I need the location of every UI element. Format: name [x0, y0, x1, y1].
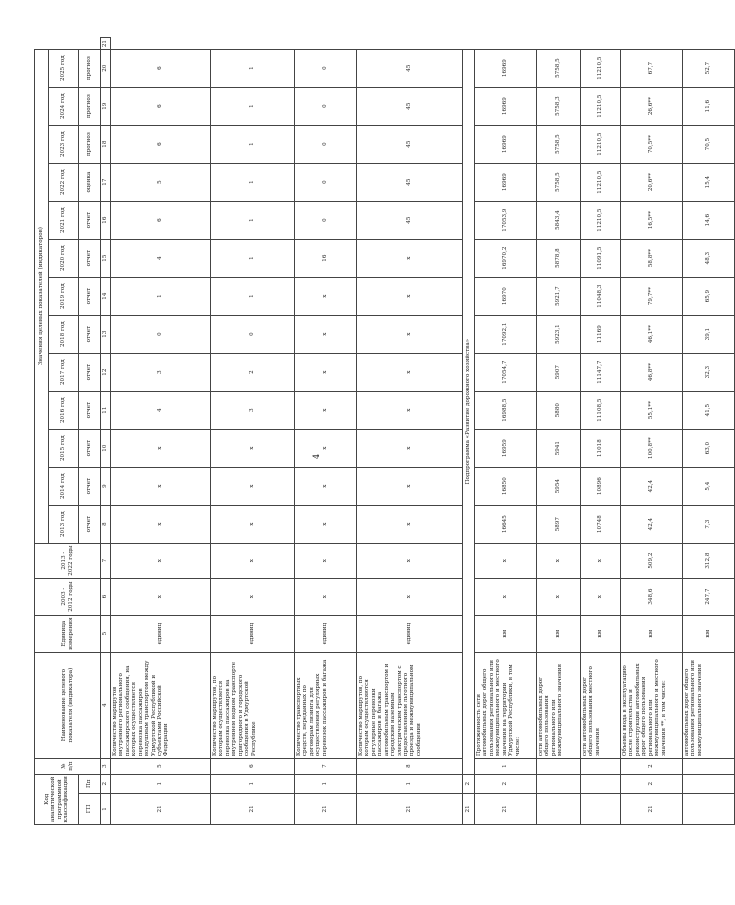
- row-value: 67,7: [621, 49, 683, 87]
- row-value: 16970,2: [475, 239, 537, 277]
- year-header: 2016 год: [49, 391, 79, 429]
- row-value: 63,0: [683, 429, 735, 467]
- row-value: x: [357, 353, 463, 391]
- row-value: 16969: [475, 49, 537, 87]
- status-header: отчет: [79, 353, 101, 391]
- year-header: 2014 год: [49, 467, 79, 505]
- row-num: 2: [621, 758, 683, 774]
- table-row: [621, 38, 683, 825]
- row-value: 45: [357, 163, 463, 201]
- row-2003-2012: x: [475, 578, 537, 615]
- row-value: 10748: [581, 505, 621, 543]
- header-gp: ГП: [79, 793, 101, 824]
- year-header: 2023 год: [49, 125, 79, 163]
- row-gp: 21: [111, 793, 211, 824]
- row-2013-2022: x: [537, 543, 581, 578]
- row-value: 42,4: [621, 505, 683, 543]
- row-value: 11048,3: [581, 277, 621, 315]
- header-2003-2012: 2003 - 2012 годы: [35, 578, 101, 615]
- row-unit: км: [621, 615, 683, 652]
- row-2013-2022: x: [581, 543, 621, 578]
- row-value: 6: [111, 87, 211, 125]
- row-2003-2012: x: [211, 578, 295, 615]
- column-index: 12: [101, 353, 111, 391]
- row-2003-2012: x: [357, 578, 463, 615]
- row-value: 11091,5: [581, 239, 621, 277]
- year-header: 2024 год: [49, 87, 79, 125]
- row-value: 11108,5: [581, 391, 621, 429]
- status-header: отчет: [79, 505, 101, 543]
- row-value: 10896: [581, 467, 621, 505]
- column-index: 14: [101, 277, 111, 315]
- column-index: 5: [101, 615, 111, 652]
- row-value: 5: [111, 163, 211, 201]
- row-2003-2012: x: [111, 578, 211, 615]
- row-value: 16970: [475, 277, 537, 315]
- column-index: 19: [101, 87, 111, 125]
- row-value: 0: [295, 125, 357, 163]
- header-2013-2022: 2013 - 2022 годы: [35, 543, 101, 578]
- row-value: 20,6**: [621, 163, 683, 201]
- header-pp: Пп: [79, 774, 101, 793]
- row-num: 7: [295, 758, 357, 774]
- status-header: отчет: [79, 201, 101, 239]
- row-value: 16: [295, 239, 357, 277]
- row-value: 45: [357, 87, 463, 125]
- row-value: x: [357, 391, 463, 429]
- row-gp: [537, 793, 581, 824]
- column-index: 2: [101, 774, 111, 793]
- column-index: 11: [101, 391, 111, 429]
- header-unit: Единица измерения: [35, 615, 101, 652]
- status-header: отчет: [79, 277, 101, 315]
- row-num: 1: [475, 758, 537, 774]
- status-header: отчет: [79, 315, 101, 353]
- row-value: 11210,5: [581, 201, 621, 239]
- year-header: 2017 год: [49, 353, 79, 391]
- row-value: 3: [211, 391, 295, 429]
- row-2013-2022: 312,8: [683, 543, 735, 578]
- row-2003-2012: x: [581, 578, 621, 615]
- row-pp: [683, 774, 735, 793]
- row-value: 16988,5: [475, 391, 537, 429]
- row-value: 11210,5: [581, 163, 621, 201]
- row-pp: [537, 774, 581, 793]
- row-num: 5: [111, 758, 211, 774]
- row-value: 16959: [475, 429, 537, 467]
- row-value: 70,5**: [621, 125, 683, 163]
- status-header: прогноз: [79, 49, 101, 87]
- status-header: отчет: [79, 391, 101, 429]
- row-2003-2012: x: [537, 578, 581, 615]
- row-value: x: [357, 315, 463, 353]
- column-index: 20: [101, 49, 111, 87]
- row-pp: 1: [211, 774, 295, 793]
- indicators-table: [34, 38, 735, 826]
- table-row: [581, 38, 621, 825]
- row-value: 5843,4: [537, 201, 581, 239]
- row-value: 45: [357, 125, 463, 163]
- row-value: 11147,7: [581, 353, 621, 391]
- row-pp: 2: [621, 774, 683, 793]
- row-value: 1: [211, 201, 295, 239]
- column-index: 6: [101, 578, 111, 615]
- row-value: x: [295, 391, 357, 429]
- row-value: x: [357, 277, 463, 315]
- row-name: Объемы ввода в эксплуатацию после строительства и реконструкции автомобильных дорог общего пользования регионального или межмуниципального и местного значения **, в том числе:: [621, 652, 683, 758]
- row-value: x: [295, 505, 357, 543]
- row-value: 1: [211, 87, 295, 125]
- row-value: 0: [111, 315, 211, 353]
- row-value: 1: [211, 277, 295, 315]
- row-value: 5921,7: [537, 277, 581, 315]
- row-value: 11210,5: [581, 87, 621, 125]
- row-2013-2022: x: [357, 543, 463, 578]
- status-header: отчет: [79, 239, 101, 277]
- table-row: [475, 38, 537, 825]
- row-value: 5954: [537, 467, 581, 505]
- row-value: 45: [357, 201, 463, 239]
- row-unit: единиц: [295, 615, 357, 652]
- row-gp: 21: [475, 793, 537, 824]
- row-value: 1: [111, 277, 211, 315]
- section-title: Подпрограмма «Развитие дорожного хозяйства»: [463, 49, 475, 774]
- column-index: 9: [101, 467, 111, 505]
- table-row: [211, 38, 295, 825]
- row-value: 5907: [537, 353, 581, 391]
- header-code-group: Код аналитической программной классификации: [35, 774, 79, 824]
- row-value: 17053,9: [475, 201, 537, 239]
- table-row: [683, 38, 735, 825]
- row-value: x: [357, 429, 463, 467]
- row-gp: 21: [621, 793, 683, 824]
- row-value: 0: [211, 315, 295, 353]
- year-header: 2018 год: [49, 315, 79, 353]
- row-value: 11210,5: [581, 49, 621, 87]
- year-header: 2015 год: [49, 429, 79, 467]
- year-header: 2022 год: [49, 163, 79, 201]
- row-value: 3: [111, 353, 211, 391]
- table-row: [295, 38, 357, 825]
- table-row: [111, 38, 211, 825]
- row-value: x: [211, 467, 295, 505]
- row-num: [683, 758, 735, 774]
- page-number-text: 4: [312, 453, 322, 460]
- year-header: 2013 год: [49, 505, 79, 543]
- column-index: 10: [101, 429, 111, 467]
- row-value: 0: [295, 87, 357, 125]
- section-row: [463, 38, 475, 825]
- row-value: 6: [111, 201, 211, 239]
- row-unit: единиц: [357, 615, 463, 652]
- row-pp: [581, 774, 621, 793]
- row-2013-2022: x: [475, 543, 537, 578]
- row-name: Количество транспортных средств, переданных по договорам лизинга для осуществления регулярных перевозок пассажиров и багажа: [295, 652, 357, 758]
- row-value: 26,6**: [621, 87, 683, 125]
- row-value: 11018: [581, 429, 621, 467]
- column-index: 1: [101, 793, 111, 824]
- row-value: 5758,5: [537, 163, 581, 201]
- column-index: 21: [101, 38, 111, 49]
- row-value: 5941: [537, 429, 581, 467]
- header-name: Наименование целевого показателя (индикатора): [35, 652, 101, 758]
- year-header: 2019 год: [49, 277, 79, 315]
- status-header: прогноз: [79, 125, 101, 163]
- row-value: x: [295, 277, 357, 315]
- row-name: Количество маршрутов, по которым осуществляется перевозка пассажиров на внутреннем водном транспорте пригородного и городского сообщения в Удмуртской Республике: [211, 652, 295, 758]
- row-value: 1: [211, 49, 295, 87]
- row-value: 16,5**: [621, 201, 683, 239]
- row-value: 65,9: [683, 277, 735, 315]
- row-2003-2012: x: [295, 578, 357, 615]
- row-value: 42,4: [621, 467, 683, 505]
- row-gp: 21: [295, 793, 357, 824]
- row-value: x: [111, 429, 211, 467]
- row-value: 0: [295, 201, 357, 239]
- row-value: 5923,1: [537, 315, 581, 353]
- row-2003-2012: 247,7: [683, 578, 735, 615]
- row-unit: км: [537, 615, 581, 652]
- row-value: 58,8**: [621, 239, 683, 277]
- row-value: 5878,8: [537, 239, 581, 277]
- row-value: 79,7**: [621, 277, 683, 315]
- row-value: 16969: [475, 87, 537, 125]
- row-value: x: [295, 353, 357, 391]
- column-index: 16: [101, 201, 111, 239]
- row-value: 6: [111, 49, 211, 87]
- status-header: отчет: [79, 467, 101, 505]
- row-value: 46,1**: [621, 315, 683, 353]
- status-header: оценка: [79, 163, 101, 201]
- header-values-group: Значения целевых показателей (индикаторов): [35, 49, 49, 543]
- row-value: 16969: [475, 125, 537, 163]
- row-2013-2022: x: [295, 543, 357, 578]
- row-2013-2022: x: [211, 543, 295, 578]
- row-2013-2022: x: [111, 543, 211, 578]
- row-value: 14,6: [683, 201, 735, 239]
- row-value: 16850: [475, 467, 537, 505]
- row-name: сети автомобильных дорог общего пользования регионального или межмуниципального значения: [537, 652, 581, 758]
- column-index: 18: [101, 125, 111, 163]
- row-gp: [683, 793, 735, 824]
- row-value: 4: [111, 391, 211, 429]
- row-value: 15,4: [683, 163, 735, 201]
- row-value: 48,3: [683, 239, 735, 277]
- row-unit: единиц: [211, 615, 295, 652]
- row-value: 1: [211, 239, 295, 277]
- year-header: 2025 год: [49, 49, 79, 87]
- row-value: 1: [211, 163, 295, 201]
- row-pp: 1: [111, 774, 211, 793]
- status-header: отчет: [79, 429, 101, 467]
- row-num: [537, 758, 581, 774]
- column-index: 4: [101, 652, 111, 758]
- row-value: 32,3: [683, 353, 735, 391]
- row-unit: км: [683, 615, 735, 652]
- row-value: x: [295, 467, 357, 505]
- row-value: 5758,5: [537, 49, 581, 87]
- row-pp: 1: [357, 774, 463, 793]
- column-index: 7: [101, 543, 111, 578]
- row-value: x: [295, 315, 357, 353]
- row-value: x: [211, 505, 295, 543]
- row-2013-2022: 509,2: [621, 543, 683, 578]
- row-value: x: [357, 239, 463, 277]
- row-unit: км: [475, 615, 537, 652]
- column-index: 3: [101, 758, 111, 774]
- row-value: 17054,7: [475, 353, 537, 391]
- row-value: 1: [211, 125, 295, 163]
- column-index: 8: [101, 505, 111, 543]
- row-name: сети автомобильных дорог общего пользования местного значения: [581, 652, 621, 758]
- row-value: 2: [211, 353, 295, 391]
- row-value: x: [111, 467, 211, 505]
- row-name: автомобильных дорог общего пользования регионального или межмуниципального значения: [683, 652, 735, 758]
- row-value: x: [295, 429, 357, 467]
- section-gp: 21: [463, 793, 475, 824]
- row-gp: [581, 793, 621, 824]
- row-gp: 21: [211, 793, 295, 824]
- row-value: x: [357, 467, 463, 505]
- row-num: 6: [211, 758, 295, 774]
- row-unit: км: [581, 615, 621, 652]
- row-pp: 1: [295, 774, 357, 793]
- row-value: 39,1: [683, 315, 735, 353]
- year-header: 2020 год: [49, 239, 79, 277]
- row-value: 11210,5: [581, 125, 621, 163]
- row-value: 52,7: [683, 49, 735, 87]
- row-value: 7,3: [683, 505, 735, 543]
- row-value: x: [111, 505, 211, 543]
- row-num: 8: [357, 758, 463, 774]
- row-value: 55,1**: [621, 391, 683, 429]
- row-name: Количество маршрутов, по которым осуществляются регулярные перевозки пассажиров и багажа автомобильным транспортом и городским наземным электрическим транспортом с предоставлением льготного проезда и межмуниципальном сообщении: [357, 652, 463, 758]
- row-value: 70,5: [683, 125, 735, 163]
- row-num: [581, 758, 621, 774]
- row-gp: 21: [357, 793, 463, 824]
- row-value: 16969: [475, 163, 537, 201]
- row-unit: единиц: [111, 615, 211, 652]
- row-value: 5758,5: [537, 125, 581, 163]
- row-value: 0: [295, 49, 357, 87]
- row-name: Протяженность сети автомобильных дорог общего пользования регионального или межмуниципального и местного значения на территории Удмуртской Республики, в том числе:: [475, 652, 537, 758]
- row-value: 0: [295, 163, 357, 201]
- row-value: 6: [111, 125, 211, 163]
- table-row: [537, 38, 581, 825]
- column-index: 17: [101, 163, 111, 201]
- header-num: № п/п: [35, 758, 101, 774]
- table-row: [357, 38, 463, 825]
- row-value: 5758,3: [537, 87, 581, 125]
- row-2003-2012: 348,6: [621, 578, 683, 615]
- row-value: 100,8**: [621, 429, 683, 467]
- column-index: 13: [101, 315, 111, 353]
- row-value: 11,6: [683, 87, 735, 125]
- row-value: 5880: [537, 391, 581, 429]
- row-value: 45: [357, 49, 463, 87]
- row-value: 5897: [537, 505, 581, 543]
- column-index: 15: [101, 239, 111, 277]
- row-name: Количество маршрутов внутреннего регионального пассажирского сообщения, на которых осуществляется перевозка пассажиров воздушным транспортом между Удмуртской Республикой и субъектами Российской Федерации: [111, 652, 211, 758]
- row-value: 5,4: [683, 467, 735, 505]
- section-pp: 2: [463, 774, 475, 793]
- row-value: 17092,1: [475, 315, 537, 353]
- row-value: 4: [111, 239, 211, 277]
- year-header: 2021 год: [49, 201, 79, 239]
- row-value: x: [357, 505, 463, 543]
- row-value: 46,8**: [621, 353, 683, 391]
- row-value: x: [211, 429, 295, 467]
- row-value: 16645: [475, 505, 537, 543]
- row-pp: 2: [475, 774, 537, 793]
- row-value: 41,5: [683, 391, 735, 429]
- status-header: прогноз: [79, 87, 101, 125]
- row-value: 11169: [581, 315, 621, 353]
